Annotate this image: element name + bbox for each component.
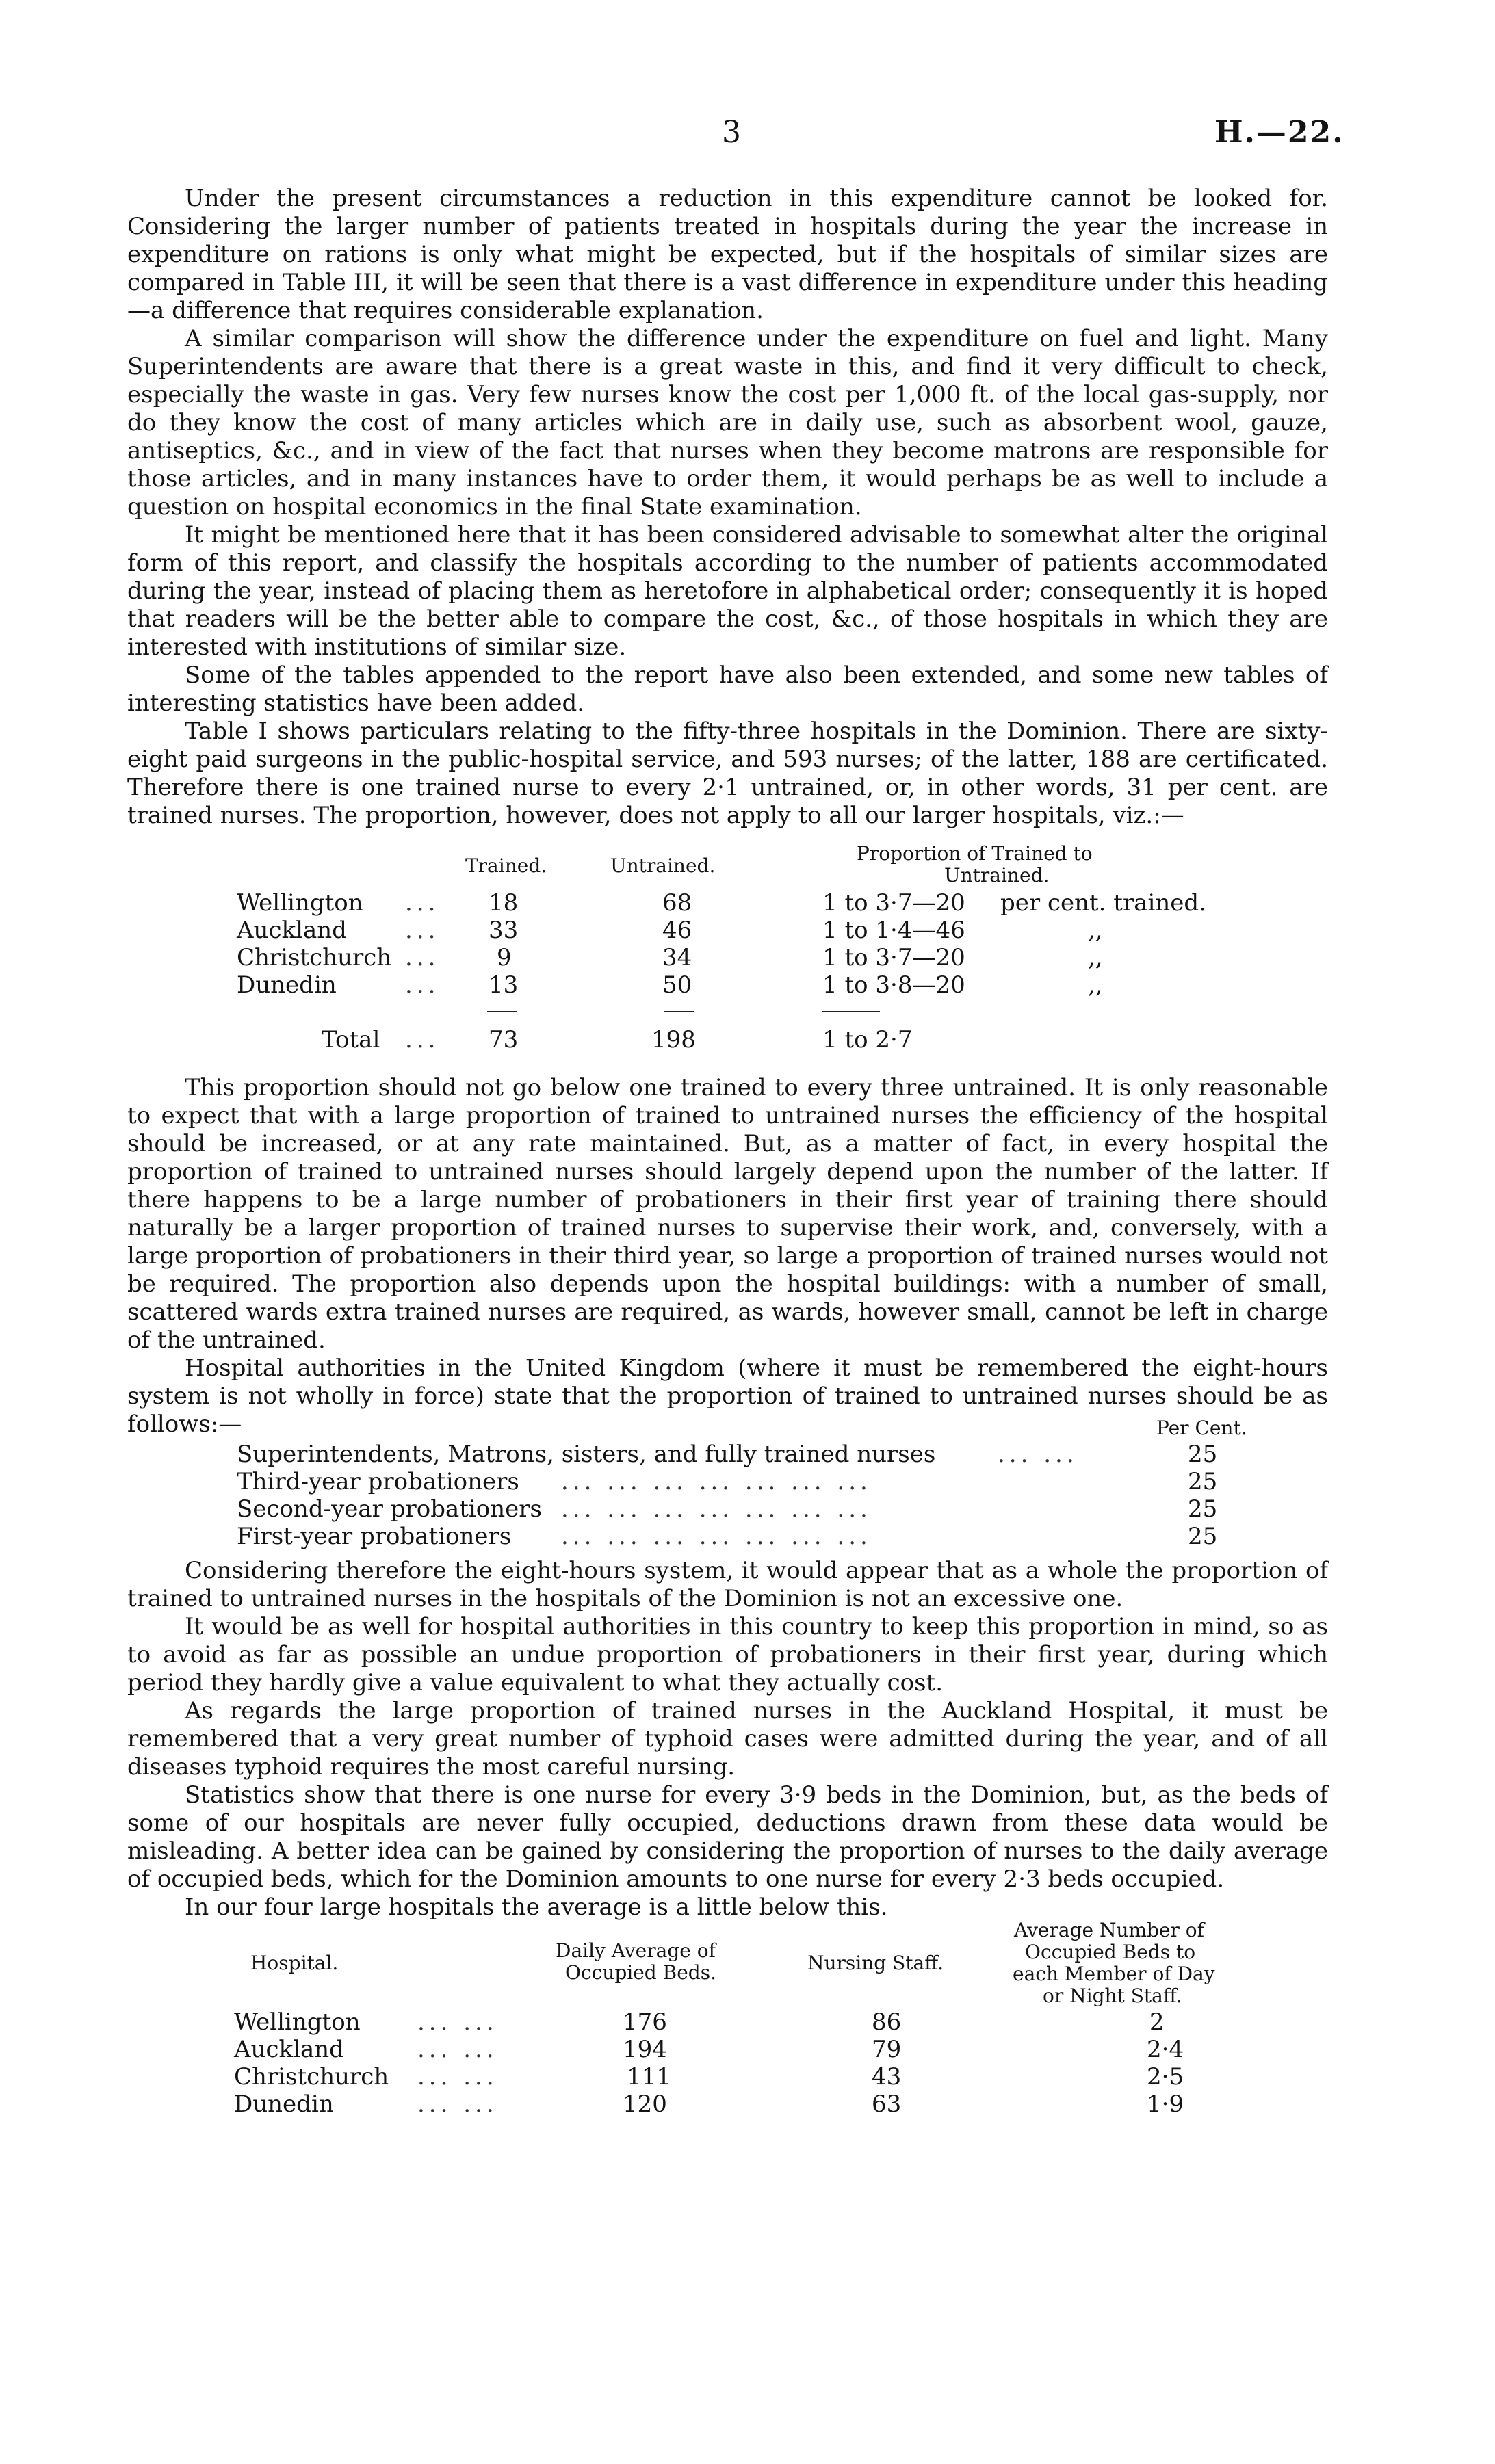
table-total-trained: 73 (489, 1026, 519, 1053)
table-cell-untrained: 46 (662, 917, 692, 944)
total-rule (664, 1011, 694, 1012)
table-cell-staff: 86 (872, 2008, 902, 2036)
table-cell-proportion: 1 to 1·4—46 (822, 917, 965, 944)
table-row-hospital: Dunedin (237, 971, 337, 999)
table-row-hospital: Dunedin (234, 2091, 334, 2118)
paragraph: Considering therefore the eight-hours system, it would appear that as a whole the proportion of trained to untrained nurses in the hospitals of the Dominion is not an excessive one. (127, 1557, 1328, 1612)
table-cell-average: 2·4 (1147, 2036, 1184, 2063)
column-header-daily-average-2: Occupied Beds. (565, 1961, 716, 1984)
table-row-label: Third-year probationers (237, 1468, 519, 1495)
table-cell-untrained: 34 (662, 944, 692, 971)
table-cell-trained: 13 (489, 971, 519, 999)
table-cell-beds: 120 (623, 2091, 667, 2118)
table-cell-staff: 43 (872, 2063, 902, 2091)
table-row-hospital: Wellington (234, 2008, 361, 2036)
table-cell-value: 25 (1188, 1495, 1218, 1523)
paragraph: Under the present circumstances a reduction in this expenditure cannot be looked for. Considering the larger number of patients treated in hospitals during the year the increase in expenditure on rations is only what might be expected, but if the hospitals of similar sizes are compared in Table III, it will be seen that there is a vast difference in expenditure under this heading—a difference that requires considerable explanation. (127, 185, 1328, 324)
table-cell-beds: 111 (627, 2063, 671, 2091)
paragraph: Some of the tables appended to the report have also been extended, and some new tables of interesting statistics have been added. (127, 661, 1328, 717)
table-cell-note: ,, (1088, 944, 1103, 971)
table-row-hospital: Auckland (234, 2036, 344, 2063)
table-row-label: Second-year probationers (237, 1495, 542, 1523)
column-header-average-number: Average Number of (1014, 1919, 1205, 1941)
paragraph: This proportion should not go below one trained to every three untrained. It is only reasonable to expect that with a large proportion of trained to untrained nurses the efficiency of the hospital should be increased, or at any rate maintained. But, as a matter of fact, in every hospital the proportion of trained to untrained nurses should largely depend upon the number of the latter. If there happens to be a large number of probationers in their first year of training there should naturally be a larger proportion of trained nurses to supervise their work, and, conversely, with a large proportion of probationers in their third year, so large a proportion of trained nurses would not be required. The proportion also depends upon the hospital buildings: with a number of small, scattered wards extra trained nurses are required, as wards, however small, cannot be left in charge of the untrained. (127, 1074, 1328, 1354)
column-header-nursing-staff: Nursing Staff. (807, 1952, 944, 1974)
paragraph: Table I shows particulars relating to the fifty-three hospitals in the Dominion. There are sixty-eight paid surgeons in the public-hospital service, and 593 nurses; of the latter, 188 are certificated. Therefore there is one trained nurse to every 2·1 untrained, or, in other words, 31 per cent. are trained nurses. The proportion, however, does not apply to all our larger hospitals, viz.:— (127, 718, 1328, 829)
paragraph: As regards the large proportion of trained nurses in the Auckland Hospital, it must be remembered that a very great number of typhoid cases were admitted during the year, and of all diseases typhoid requires the most careful nursing. (127, 1697, 1328, 1781)
paragraph: A similar comparison will show the difference under the expenditure on fuel and light. Many Superintendents are aware that there is a great waste in this, and find it very difficult to check, especially the waste in gas. Very few nurses know the cost per 1,000 ft. of the local gas-supply, nor do they know the cost of many articles which are in daily use, such as absorbent wool, gauze, antiseptics, &c., and in view of the fact that nurses when they become matrons are responsible for those articles, and in many instances have to order them, it would perhaps be as well to include a question on hospital economics in the final State examination. (127, 325, 1328, 521)
table-cell-staff: 79 (872, 2036, 902, 2063)
table-row-hospital: Auckland (237, 917, 347, 944)
column-header-daily-average: Daily Average of (556, 1939, 716, 1962)
table-total-untrained: 198 (651, 1026, 696, 1053)
table-cell-note: per cent. trained. (1000, 889, 1206, 917)
table-cell-average: 2 (1149, 2008, 1165, 2036)
table-cell-value: 25 (1188, 1468, 1218, 1495)
table-cell-value: 25 (1188, 1523, 1218, 1550)
paragraph: It would be as well for hospital authorities in this country to keep this proportion in mind, so as to avoid as far as possible an undue proportion of probationers in their first year, during which period they hardly give a value equivalent to what they actually cost. (127, 1613, 1328, 1696)
column-header-average-number-4: or Night Staff. (1043, 1984, 1182, 2007)
column-header-proportion-2: Untrained. (944, 864, 1050, 887)
proportion-table: Per Cent. Superintendents, Matrons, sisters, and fully trained nurses ... ... 25 Third-year probationers ... ... ... ... ... ... ... 25 Second-year probationers ... ... ... ... ... ... ... 25 First-year probationers ... ... ... ... ... ... ... 25 (237, 1417, 1247, 1550)
table-total-label: Total (322, 1026, 380, 1053)
table-total-proportion: 1 to 2·7 (822, 1026, 913, 1053)
table-row-hospital: Christchurch (234, 2063, 389, 2091)
column-header-per-cent: Per Cent. (1156, 1417, 1247, 1439)
column-header-average-number-2: Occupied Beds to (1025, 1941, 1196, 1963)
total-rule (822, 1011, 880, 1012)
table-cell-note: ,, (1088, 971, 1103, 999)
table-cell-proportion: 1 to 3·7—20 (822, 889, 965, 917)
table-cell-beds: 194 (623, 2036, 667, 2063)
table-row-hospital: Wellington (237, 889, 363, 917)
column-header-untrained: Untrained. (610, 854, 716, 877)
table-cell-trained: 9 (497, 944, 512, 971)
column-header-average-number-3: each Member of Day (1013, 1963, 1215, 1985)
table-cell-average: 2·5 (1147, 2063, 1184, 2091)
trained-untrained-table: Trained. Untrained. Proportion of Trained to Untrained. Wellington ... 18 68 1 to 3·7—20 per cent. trained. Auckland ... 33 46 1 to 1·4—46 ,, Christchurch ... 9 34 1 to 3·7—20 ,, Dunedin ... 13 50 1 to 3·8—20 ,, Total ... 73 198 1 to 2·7 (237, 842, 1206, 1053)
table-row-label: Superintendents, Matrons, sisters, and fully trained nurses (237, 1441, 936, 1468)
table-cell-proportion: 1 to 3·7—20 (822, 944, 965, 971)
column-header-proportion: Proportion of Trained to (857, 842, 1093, 865)
beds-per-nurse-table: Hospital. Daily Average of Occupied Beds. Nursing Staff. Average Number of Occupied Beds to each Member of Day or Night Staff. Wellington ... ... 176 86 2 Auckland ... ... 194 79 2·4 Christchurch ... ... 111 43 2·5 Dunedin ... ... 120 63 1·9 (234, 1919, 1215, 2118)
column-header-hospital: Hospital. (250, 1952, 339, 1974)
table-cell-trained: 33 (489, 917, 519, 944)
table-row-label: First-year probationers (237, 1523, 512, 1550)
table-cell-note: ,, (1088, 917, 1103, 944)
table-cell-proportion: 1 to 3·8—20 (822, 971, 965, 999)
text-block-2 (127, 1074, 1328, 1439)
paragraph: Hospital authorities in the United Kingdom (where it must be remembered the eight-hours system is not wholly in force) state that the proportion of trained to untrained nurses should be as follows:— (127, 1354, 1328, 1438)
table-row-hospital: Christchurch (237, 944, 392, 971)
text-block-3 (127, 1557, 1328, 1922)
page-number: 3 (722, 115, 741, 150)
table-cell-trained: 18 (489, 889, 519, 917)
table-cell-average: 1·9 (1147, 2091, 1184, 2118)
document-reference: H.—22. (1214, 115, 1344, 150)
text-block-1 (127, 185, 1328, 830)
table-cell-staff: 63 (872, 2091, 902, 2118)
paragraph: Statistics show that there is one nurse for every 3·9 beds in the Dominion, but, as the beds of some of our hospitals are never fully occupied, deductions drawn from these data would be misleading. A better idea can be gained by considering the proportion of nurses to the daily average of occupied beds, which for the Dominion amounts to one nurse for every 2·3 beds occupied. (127, 1781, 1328, 1893)
table-cell-untrained: 68 (662, 889, 692, 917)
column-header-trained: Trained. (465, 854, 547, 877)
table-cell-untrained: 50 (662, 971, 692, 999)
table-cell-beds: 176 (623, 2008, 667, 2036)
table-cell-value: 25 (1188, 1441, 1218, 1468)
paragraph: In our four large hospitals the average is a little below this. (185, 1893, 888, 1921)
total-rule (487, 1011, 517, 1012)
paragraph: It might be mentioned here that it has been considered advisable to somewhat alter the original form of this report, and classify the hospitals according to the number of patients accommodated during the year, instead of placing them as heretofore in alphabetical order; consequently it is hoped that readers will be the better able to compare the cost, &c., of those hospitals in which they are interested with institutions of similar size. (127, 521, 1328, 661)
